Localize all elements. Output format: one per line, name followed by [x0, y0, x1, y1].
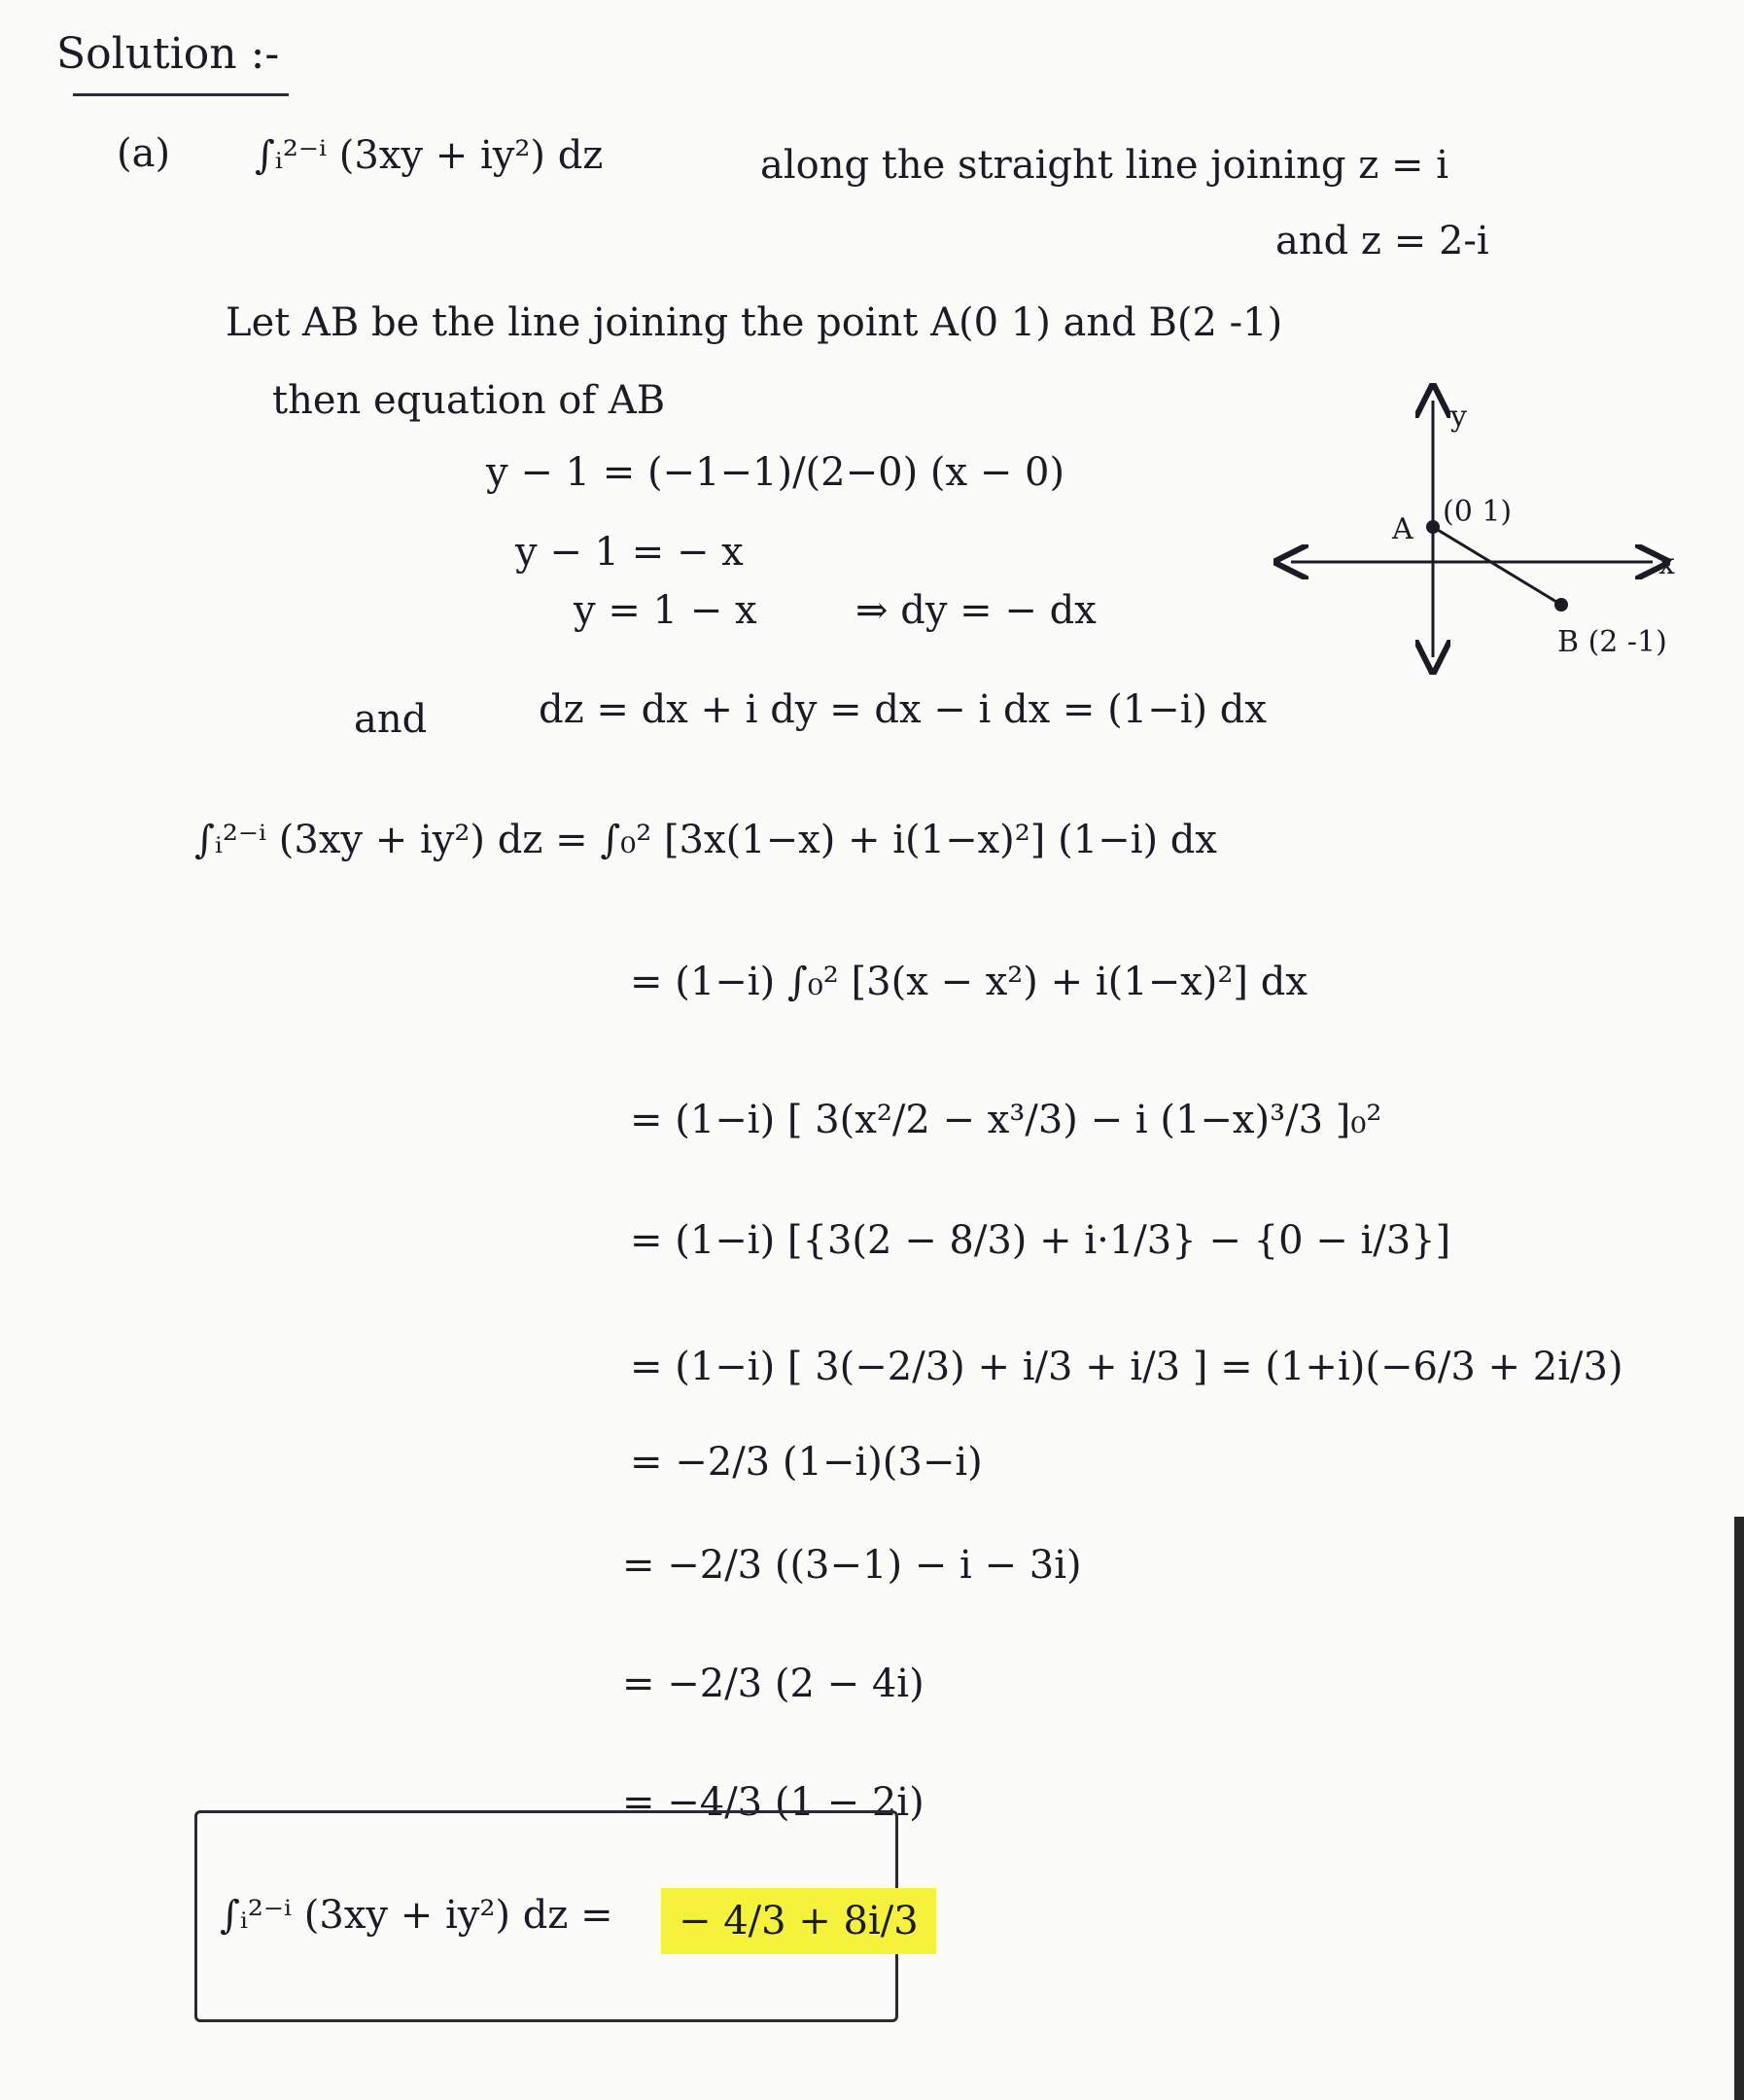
step-6: = −2/3 (1−i)(3−i) [630, 1440, 983, 1485]
step-9: = −4/3 (1 − 2i) [622, 1780, 924, 1825]
step-8: = −2/3 (2 − 4i) [622, 1662, 924, 1706]
point-a [1426, 520, 1440, 534]
page-edge-shadow [1734, 1517, 1744, 2100]
step-5: = (1−i) [ 3(−2/3) + i/3 + i/3 ] = (1+i)(−6/3 + 2i/3) [630, 1345, 1623, 1389]
problem-text-line1: along the straight line joining z = i [760, 143, 1449, 188]
graph-x-label: x [1658, 547, 1675, 581]
final-answer-highlight: − 4/3 + 8i/3 [661, 1888, 936, 1954]
graph-b-label: B (2 -1) [1557, 625, 1667, 659]
equation-line-2: y − 1 = − x [515, 530, 744, 575]
final-answer-lhs: ∫ᵢ²⁻ⁱ (3xy + iy²) dz = [220, 1893, 613, 1938]
equation-line-slope: y − 1 = (−1−1)/(2−0) (x − 0) [486, 450, 1065, 495]
segment-ab [1433, 527, 1561, 605]
step-7: = −2/3 ((3−1) − i − 3i) [622, 1543, 1082, 1588]
part-label: (a) [117, 131, 171, 176]
then-statement: then equation of AB [272, 378, 666, 423]
step-1: ∫ᵢ²⁻ⁱ (3xy + iy²) dz = ∫₀² [3x(1−x) + i(1−x)²] (1−i) dx [194, 818, 1217, 862]
equation-dz: dz = dx + i dy = dx − i dx = (1−i) dx [539, 687, 1267, 732]
point-b [1554, 598, 1568, 612]
equation-dy: ⇒ dy = − dx [855, 588, 1097, 633]
step-3: = (1−i) [ 3(x²/2 − x³/3) − i (1−x)³/3 ]₀² [630, 1098, 1382, 1142]
problem-text-line2: and z = 2-i [1275, 219, 1489, 263]
and-word: and [354, 697, 428, 742]
graph-a-label: A [1392, 512, 1413, 546]
graph-a-coord: (0 1) [1443, 495, 1513, 529]
step-2: = (1−i) ∫₀² [3(x − x²) + i(1−x)²] dx [630, 960, 1308, 1004]
let-statement: Let AB be the line joining the point A(0 1) and B(2 -1) [226, 300, 1283, 345]
problem-integral: ∫ᵢ²⁻ⁱ (3xy + iy²) dz [255, 133, 604, 178]
solution-heading: Solution :- [56, 29, 280, 79]
step-4: = (1−i) [{3(2 − 8/3) + i·1/3} − {0 − i/3}] [630, 1218, 1451, 1263]
graph-y-label: y [1450, 400, 1467, 434]
equation-line-3: y = 1 − x [574, 588, 757, 633]
